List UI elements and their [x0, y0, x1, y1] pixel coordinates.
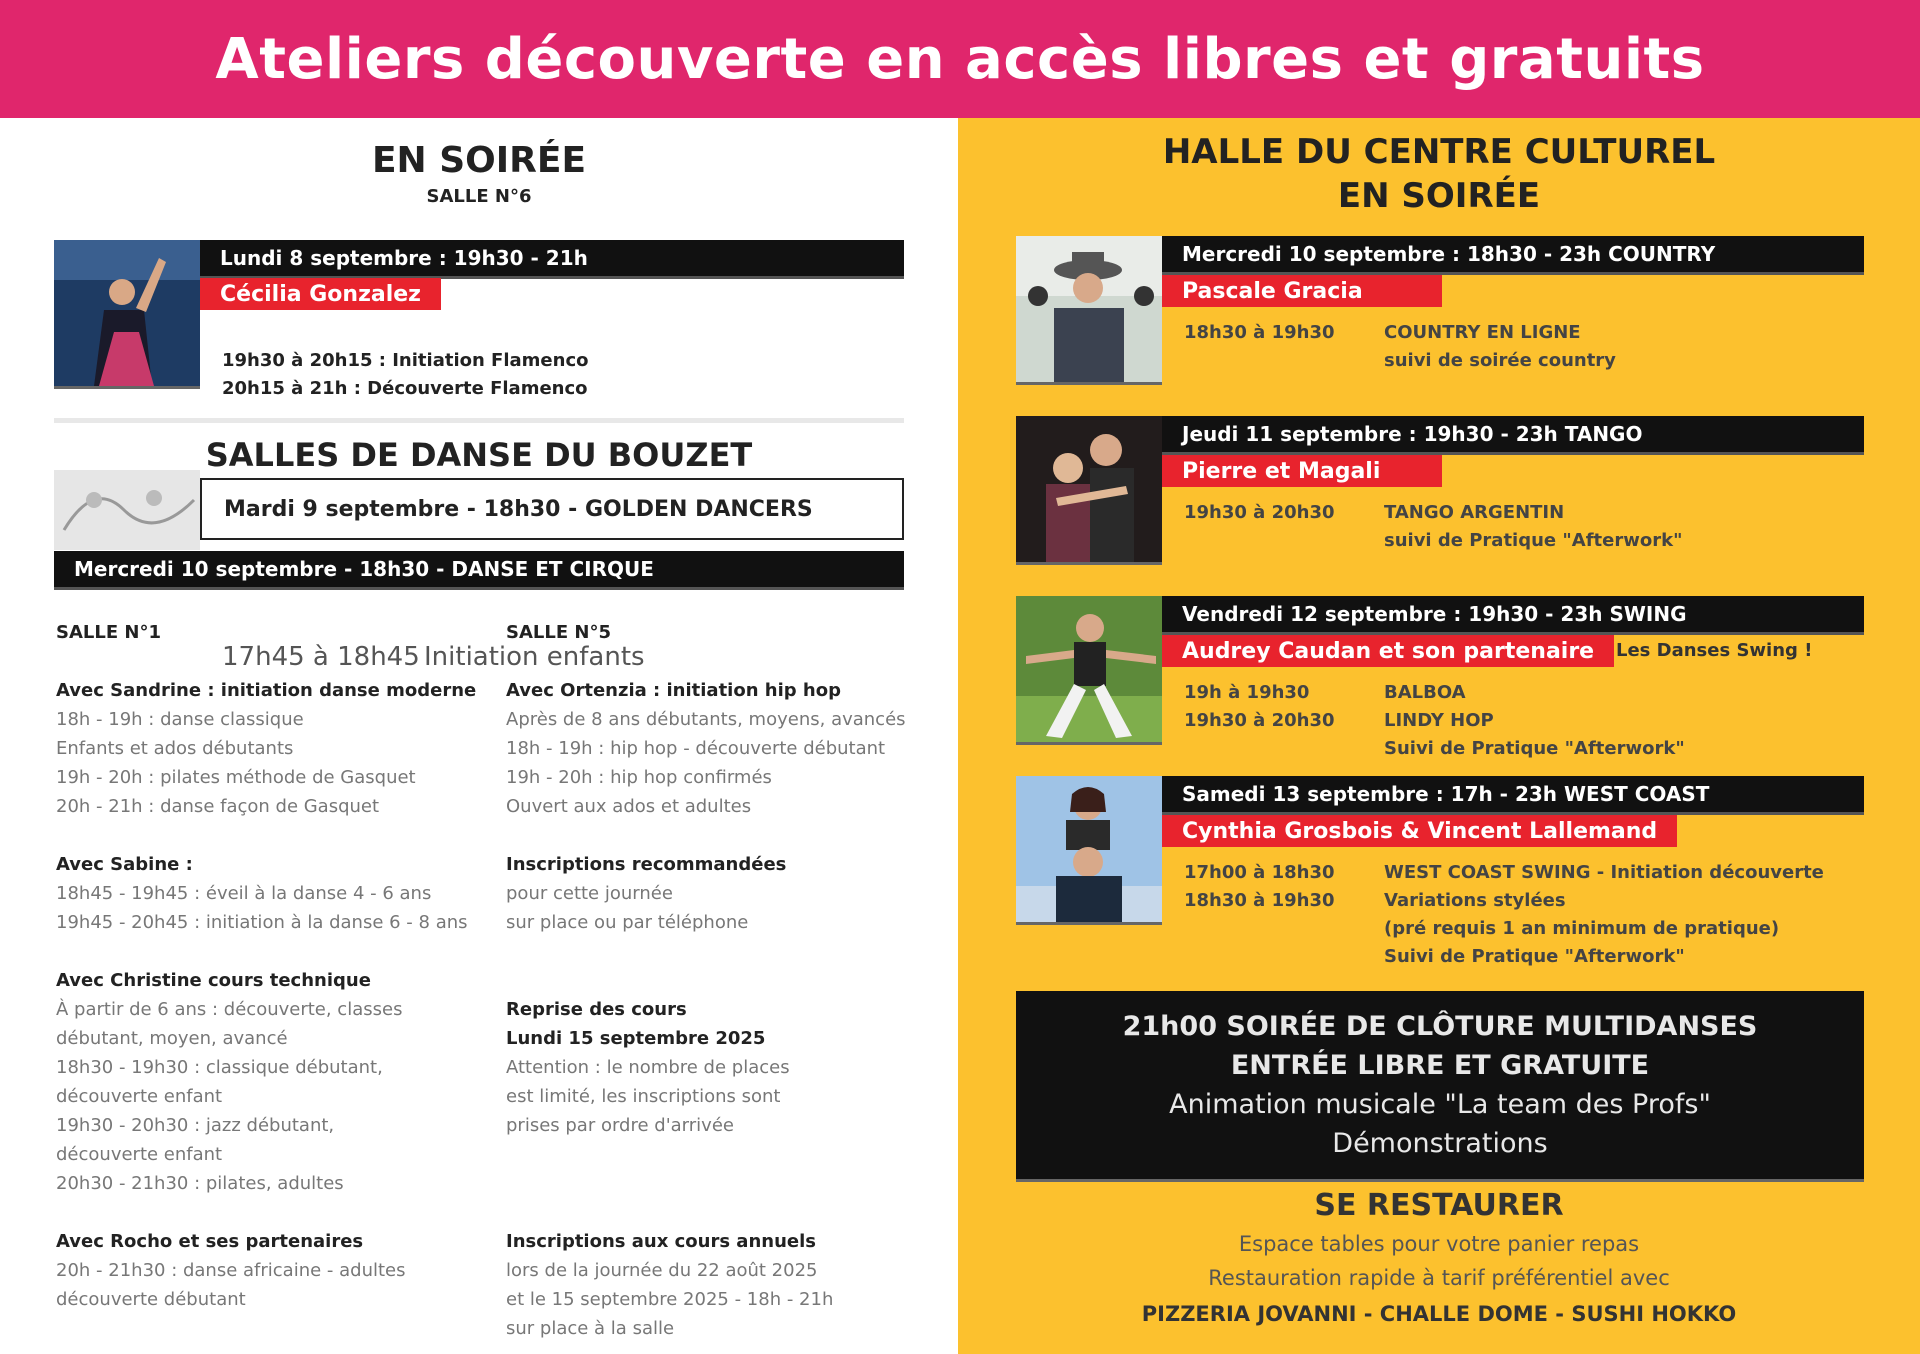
- event-date-bar: Jeudi 11 septembre : 19h30 - 23h TANGO: [1162, 416, 1864, 452]
- closing-line-1: 21h00 SOIRÉE DE CLÔTURE MULTIDANSES: [1122, 1011, 1758, 1042]
- schedule-line: 19h - 20h : pilates méthode de Gasquet: [56, 767, 416, 788]
- dancers-photo: [54, 470, 200, 550]
- schedule-line: sur place à la salle: [506, 1318, 675, 1339]
- halle-title-1: HALLE DU CENTRE CULTUREL: [1162, 132, 1716, 172]
- schedule-line: [56, 1198, 476, 1227]
- schedule-line: [506, 966, 926, 995]
- schedule-line: Avec Christine cours technique: [56, 970, 371, 991]
- schedule-line: Avec Ortenzia : initiation hip hop: [506, 680, 841, 701]
- event-photo: [1016, 416, 1162, 562]
- schedule-line: est limité, les inscriptions sont: [506, 1086, 781, 1107]
- event-time: 18h30 à 19h30: [1184, 322, 1335, 343]
- event-extra: Les Danses Swing !: [1616, 640, 1813, 661]
- schedule-line: [506, 1140, 926, 1169]
- event-description: Suivi de Pratique "Afterwork": [1384, 946, 1685, 967]
- schedule-line: Attention : le nombre de places: [506, 1057, 790, 1078]
- schedule-line: Reprise des cours: [506, 999, 687, 1020]
- event-time: 18h30 à 19h30: [1184, 890, 1335, 911]
- closing-box: [1016, 991, 1864, 1179]
- left-column: [0, 118, 958, 1354]
- event-description: WEST COAST SWING - Initiation découverte: [1384, 862, 1824, 883]
- event-photo: [1016, 776, 1162, 922]
- event-description: LINDY HOP: [1384, 710, 1494, 731]
- event-time: 17h00 à 18h30: [1184, 862, 1335, 883]
- row-activity: Initiation enfants: [424, 642, 645, 672]
- banner-title: Ateliers découverte en accès libres et gratuits: [215, 26, 1705, 92]
- schedule-line: [506, 937, 926, 966]
- event-time: 19h30 à 20h30: [1184, 502, 1335, 523]
- top-banner: [0, 0, 1920, 118]
- schedule-line: Après de 8 ans débutants, moyens, avancés: [506, 709, 906, 730]
- schedule-line: 18h - 19h : hip hop - découverte débutant: [506, 738, 886, 759]
- schedule-line: [56, 821, 476, 850]
- schedule-line: 18h - 19h : danse classique: [56, 709, 304, 730]
- schedule-line: débutant, moyen, avancé: [56, 1028, 288, 1049]
- event-description: COUNTRY EN LIGNE: [1384, 322, 1581, 343]
- row-time: 17h45 à 18h45: [222, 642, 420, 672]
- event-time: 19h30 à 20h30: [1184, 710, 1335, 731]
- event-presenter: Audrey Caudan et son partenaire: [1162, 635, 1614, 667]
- event-photo: [1016, 596, 1162, 742]
- schedule-line: Avec Rocho et ses partenaires: [56, 1231, 364, 1252]
- soiree-subtitle: SALLE N°6: [426, 186, 532, 207]
- event-description: TANGO ARGENTIN: [1384, 502, 1565, 523]
- schedule-line: [506, 1198, 926, 1227]
- schedule-line: Avec Sabine :: [56, 854, 193, 875]
- bouzet-title: SALLES DE DANSE DU BOUZET: [205, 436, 753, 474]
- event-presenter: Cynthia Grosbois & Vincent Lallemand: [1162, 815, 1677, 847]
- divider: [54, 418, 904, 423]
- event-presenter: Pascale Gracia: [1162, 275, 1442, 307]
- schedule-line: Ouvert aux ados et adultes: [506, 796, 752, 817]
- schedule-line: pour cette journée: [506, 883, 673, 904]
- cecilia-line-1: 19h30 à 20h15 : Initiation Flamenco: [222, 350, 589, 371]
- event-description: Variations stylées: [1384, 890, 1566, 911]
- closing-line-4: Démonstrations: [1332, 1128, 1548, 1159]
- closing-line-2: ENTRÉE LIBRE ET GRATUITE: [1230, 1050, 1650, 1081]
- event-description: Suivi de Pratique "Afterwork": [1384, 738, 1685, 759]
- cecilia-line-2: 20h15 à 21h : Découverte Flamenco: [222, 378, 588, 399]
- salle-b-label: SALLE N°5: [506, 622, 611, 643]
- soiree-title: EN SOIRÉE: [371, 140, 587, 181]
- schedule-line: Avec Sandrine : initiation danse moderne: [56, 680, 477, 701]
- event-description: (pré requis 1 an minimum de pratique): [1384, 918, 1780, 939]
- schedule-line: 19h - 20h : hip hop confirmés: [506, 767, 772, 788]
- schedule-line: À partir de 6 ans : découverte, classes: [56, 999, 403, 1020]
- event-description: suivi de Pratique "Afterwork": [1384, 530, 1683, 551]
- flamenco-photo: [54, 240, 200, 386]
- closing-line-3: Animation musicale "La team des Profs": [1169, 1089, 1711, 1120]
- event-description: suivi de soirée country: [1384, 350, 1616, 371]
- event-date-bar: Vendredi 12 septembre : 19h30 - 23h SWING: [1162, 596, 1864, 632]
- schedule-line: Lundi 15 septembre 2025: [506, 1028, 766, 1049]
- schedule-line: et le 15 septembre 2025 - 18h - 21h: [506, 1289, 834, 1310]
- schedule-line: découverte enfant: [56, 1086, 223, 1107]
- schedule-line: Inscriptions aux cours annuels: [506, 1231, 816, 1252]
- schedule-line: découverte enfant: [56, 1144, 223, 1165]
- food-line-2: Restauration rapide à tarif préférentiel avec: [1208, 1266, 1670, 1290]
- event-time: 19h à 19h30: [1184, 682, 1310, 703]
- schedule-column-2: [506, 676, 926, 1343]
- event-description: BALBOA: [1384, 682, 1466, 703]
- schedule-line: prises par ordre d'arrivée: [506, 1115, 734, 1136]
- halle-title-2: EN SOIRÉE: [1337, 176, 1541, 216]
- event-presenter: Pierre et Magali: [1162, 455, 1442, 487]
- schedule-line: [56, 937, 476, 966]
- schedule-column-1: [56, 676, 476, 1314]
- schedule-line: 20h - 21h : danse façon de Gasquet: [56, 796, 380, 817]
- food-line-1: Espace tables pour votre panier repas: [1238, 1232, 1640, 1256]
- schedule-line: 18h45 - 19h45 : éveil à la danse 4 - 6 ans: [56, 883, 432, 904]
- schedule-line: 20h - 21h30 : danse africaine - adultes: [56, 1260, 406, 1281]
- salle-a-label: SALLE N°1: [56, 622, 161, 643]
- cecilia-name: Cécilia Gonzalez: [200, 278, 441, 310]
- food-line-3: PIZZERIA JOVANNI - CHALLE DOME - SUSHI HOKKO: [1141, 1302, 1737, 1326]
- schedule-line: [506, 821, 926, 850]
- schedule-line: Enfants et ados débutants: [56, 738, 294, 759]
- schedule-line: [506, 1169, 926, 1198]
- schedule-line: Inscriptions recommandées: [506, 854, 787, 875]
- schedule-line: 19h45 - 20h45 : initiation à la danse 6 - 8 ans: [56, 912, 468, 933]
- schedule-line: lors de la journée du 22 août 2025: [506, 1260, 818, 1281]
- mardi-bar: Mardi 9 septembre - 18h30 - GOLDEN DANCERS: [200, 478, 904, 540]
- food-title: SE RESTAURER: [1314, 1188, 1564, 1223]
- schedule-line: 20h30 - 21h30 : pilates, adultes: [56, 1173, 344, 1194]
- schedule-line: découverte débutant: [56, 1289, 246, 1310]
- event-date-bar: Mercredi 10 septembre : 18h30 - 23h COUNTRY: [1162, 236, 1864, 272]
- cecilia-date-bar: Lundi 8 septembre : 19h30 - 21h: [200, 240, 904, 276]
- schedule-line: 18h30 - 19h30 : classique débutant,: [56, 1057, 383, 1078]
- schedule-line: 19h30 - 20h30 : jazz débutant,: [56, 1115, 335, 1136]
- event-date-bar: Samedi 13 septembre : 17h - 23h WEST COAST: [1162, 776, 1864, 812]
- event-photo: [1016, 236, 1162, 382]
- mercredi-bar: Mercredi 10 septembre - 18h30 - DANSE ET CIRQUE: [54, 551, 904, 587]
- schedule-line: sur place ou par téléphone: [506, 912, 749, 933]
